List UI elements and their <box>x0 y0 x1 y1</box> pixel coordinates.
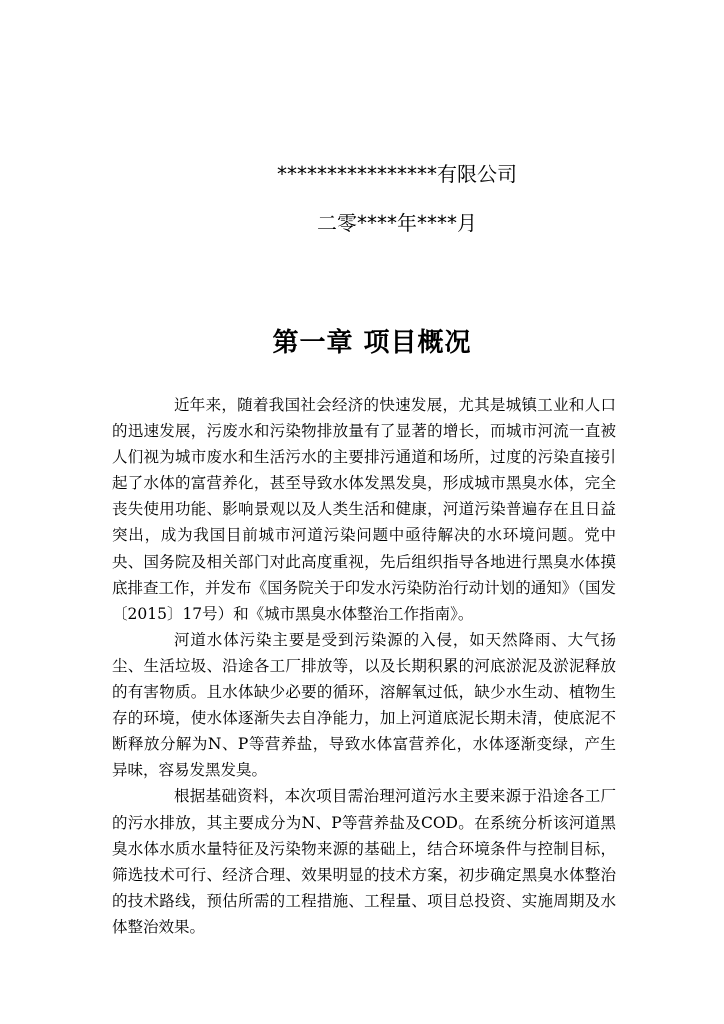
paragraph-1: 近年来，随着我国社会经济的快速发展，尤其是城镇工业和人口的迅速发展，污废水和污染物排放量有了显著的增长，而城市河流一直被人们视为城市废水和生活污水的主要排污通道和场所，过度的污染直接引起了水体的富营养化，甚至导致水体发黑发臭，形成城市黑臭水体，完全丧失使用功能、影响景观以及人类生活和健康，河道污染普遍存在且日益突出，成为我国目前城市河道污染问题中亟待解决的水环境问题。党中央、国务院及相关部门对此高度重视，先后组织指导各地进行黑臭水体摸底排查工作，并发布《国务院关于印发水污染防治行动计划的通知》（国发〔2015〕17号）和《城市黑臭水体整治工作指南》。 <box>112 396 616 623</box>
chapter-title: 第一章 项目概况 <box>272 328 472 358</box>
paragraph-3: 根据基础资料，本次项目需治理河道污水主要来源于沿途各工厂的污水排放，其主要成分为N、P等营养盐及COD。在系统分析该河道黑臭水体水质水量特征及污染物来源的基础上，结合环境条件与控制目标，筛选技术可行、经济合理、效果明显的技术方案，初步确定黑臭水体整治的技术路线，预估所需的工程措施、工程量、项目总投资、实施周期及水体整治效果。 <box>112 787 616 936</box>
document-date: 二零****年****月 <box>317 211 477 235</box>
chapter-body <box>112 392 616 940</box>
company-name: ****************有限公司 <box>277 162 517 186</box>
paragraph-2: 河道水体污染主要是受到污染源的入侵，如天然降雨、大气扬尘、生活垃圾、沿途各工厂排放等，以及长期积累的河底淤泥及淤泥释放的有害物质。且水体缺少必要的循环，溶解氧过低，缺少水生动、植物生存的环境，使水体逐渐失去自净能力，加上河道底泥长期未清，使底泥不断释放分解为N、P等营养盐，导致水体富营养化，水体逐渐变绿，产生异味，容易发黑发臭。 <box>112 630 616 780</box>
